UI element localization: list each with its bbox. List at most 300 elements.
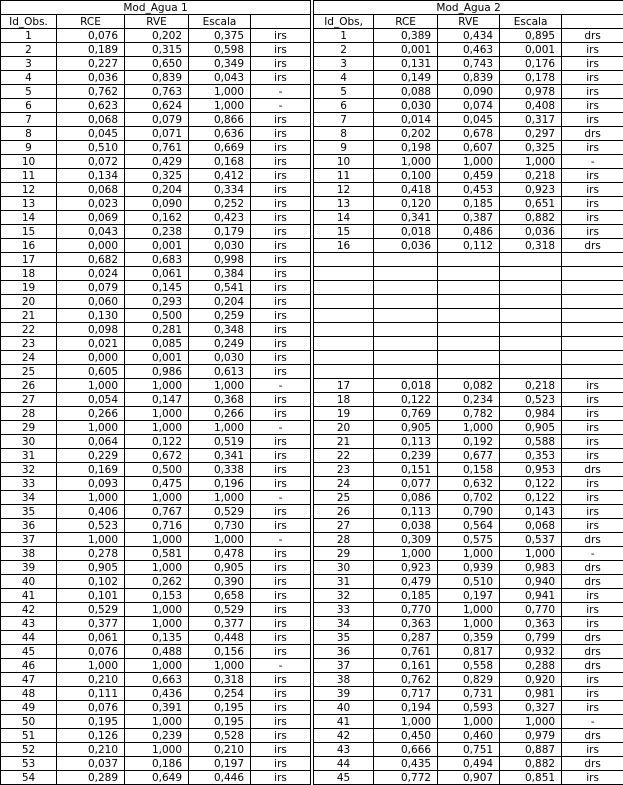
cell-right-escala: 0,176 [500, 57, 562, 71]
cell-right-rve: 0,185 [438, 197, 500, 211]
cell-left-rce: 0,061 [57, 631, 125, 645]
cell-right-id: 28 [314, 533, 374, 547]
cell-right-escala: 1,000 [500, 715, 562, 729]
cell-right-rce: 0,717 [374, 687, 438, 701]
cell-right-rce: 0,086 [374, 491, 438, 505]
cell-right-rce: 0,036 [374, 239, 438, 253]
table-row [1, 309, 623, 323]
cell-left-rce: 0,098 [57, 323, 125, 337]
cell-right-rce: 0,185 [374, 589, 438, 603]
table-row [1, 757, 623, 771]
cell-right-escala: 0,978 [500, 85, 562, 99]
cell-right-rce: 0,030 [374, 99, 438, 113]
cell-left-rve: 0,581 [125, 547, 189, 561]
table-row [1, 393, 623, 407]
cell-left-escala: 0,195 [189, 715, 251, 729]
cell-left-id: 22 [1, 323, 57, 337]
cell-right-id: 3 [314, 57, 374, 71]
empty-cell [500, 309, 562, 323]
cell-right-rce: 0,198 [374, 141, 438, 155]
cell-right-escala: 0,920 [500, 673, 562, 687]
cell-right-type: drs [562, 127, 623, 141]
cell-right-type: drs [562, 239, 623, 253]
cell-right-rce: 0,772 [374, 771, 438, 785]
header-type-left [251, 15, 311, 29]
cell-right-rce: 0,769 [374, 407, 438, 421]
cell-left-rve: 1,000 [125, 743, 189, 757]
cell-right-id: 19 [314, 407, 374, 421]
cell-left-type: irs [251, 29, 311, 43]
cell-right-rve: 0,453 [438, 183, 500, 197]
table-row [1, 589, 623, 603]
table-row [1, 113, 623, 127]
cell-left-rce: 0,054 [57, 393, 125, 407]
table-row [1, 267, 623, 281]
cell-right-escala: 0,297 [500, 127, 562, 141]
empty-cell [438, 309, 500, 323]
cell-left-rce: 0,134 [57, 169, 125, 183]
cell-left-rce: 0,000 [57, 239, 125, 253]
cell-left-type: irs [251, 729, 311, 743]
cell-right-rve: 0,839 [438, 71, 500, 85]
cell-left-rve: 0,061 [125, 267, 189, 281]
cell-left-id: 46 [1, 659, 57, 673]
cell-left-id: 12 [1, 183, 57, 197]
cell-right-id: 5 [314, 85, 374, 99]
cell-left-type: irs [251, 589, 311, 603]
cell-left-rce: 0,130 [57, 309, 125, 323]
table-row [1, 729, 623, 743]
cell-left-rce: 0,076 [57, 29, 125, 43]
cell-left-escala: 0,998 [189, 253, 251, 267]
cell-left-type: irs [251, 673, 311, 687]
cell-right-rve: 0,731 [438, 687, 500, 701]
cell-left-rve: 0,162 [125, 211, 189, 225]
cell-right-id: 8 [314, 127, 374, 141]
cell-left-escala: 0,448 [189, 631, 251, 645]
cell-left-rve: 0,001 [125, 351, 189, 365]
cell-right-escala: 0,851 [500, 771, 562, 785]
cell-right-rve: 0,564 [438, 519, 500, 533]
cell-left-type: irs [251, 463, 311, 477]
cell-right-type: irs [562, 701, 623, 715]
table-row [1, 407, 623, 421]
cell-right-id: 34 [314, 617, 374, 631]
cell-right-rve: 0,234 [438, 393, 500, 407]
cell-right-rce: 0,363 [374, 617, 438, 631]
cell-right-id: 6 [314, 99, 374, 113]
cell-right-escala: 0,178 [500, 71, 562, 85]
cell-right-type: irs [562, 57, 623, 71]
cell-right-rve: 0,782 [438, 407, 500, 421]
empty-cell [314, 253, 374, 267]
cell-left-escala: 0,338 [189, 463, 251, 477]
cell-left-escala: 1,000 [189, 85, 251, 99]
cell-left-type: irs [251, 43, 311, 57]
cell-left-rce: 0,266 [57, 407, 125, 421]
cell-right-id: 20 [314, 421, 374, 435]
cell-right-type: irs [562, 197, 623, 211]
cell-left-id: 54 [1, 771, 57, 785]
cell-left-rve: 0,624 [125, 99, 189, 113]
empty-cell [314, 309, 374, 323]
cell-left-rce: 0,068 [57, 113, 125, 127]
cell-left-escala: 0,412 [189, 169, 251, 183]
cell-right-rce: 0,761 [374, 645, 438, 659]
cell-left-rve: 0,001 [125, 239, 189, 253]
cell-right-rve: 0,459 [438, 169, 500, 183]
cell-left-rve: 0,079 [125, 113, 189, 127]
cell-right-rce: 0,905 [374, 421, 438, 435]
cell-right-type: drs [562, 463, 623, 477]
cell-left-id: 35 [1, 505, 57, 519]
cell-right-escala: 0,353 [500, 449, 562, 463]
cell-right-escala: 0,325 [500, 141, 562, 155]
table-row [1, 659, 623, 673]
cell-right-rve: 0,359 [438, 631, 500, 645]
table-row [1, 631, 623, 645]
cell-left-type: irs [251, 435, 311, 449]
table-row [1, 519, 623, 533]
cell-left-type: - [251, 533, 311, 547]
cell-left-type: irs [251, 323, 311, 337]
cell-right-rve: 0,045 [438, 113, 500, 127]
cell-left-escala: 0,168 [189, 155, 251, 169]
cell-right-rce: 0,018 [374, 225, 438, 239]
cell-right-rce: 0,341 [374, 211, 438, 225]
cell-left-id: 48 [1, 687, 57, 701]
cell-left-type: irs [251, 771, 311, 785]
cell-left-rve: 0,135 [125, 631, 189, 645]
cell-right-escala: 0,122 [500, 477, 562, 491]
cell-right-rve: 0,743 [438, 57, 500, 71]
cell-left-type: irs [251, 211, 311, 225]
table-row [1, 743, 623, 757]
cell-right-rve: 0,829 [438, 673, 500, 687]
cell-left-type: irs [251, 477, 311, 491]
cell-right-rce: 0,161 [374, 659, 438, 673]
table-row [1, 295, 623, 309]
cell-right-id: 15 [314, 225, 374, 239]
cell-right-rce: 0,149 [374, 71, 438, 85]
cell-right-escala: 0,317 [500, 113, 562, 127]
cell-left-rce: 0,762 [57, 85, 125, 99]
cell-right-type: irs [562, 393, 623, 407]
cell-right-type: drs [562, 575, 623, 589]
table-row [1, 379, 623, 393]
empty-cell [438, 323, 500, 337]
cell-left-escala: 0,866 [189, 113, 251, 127]
empty-cell [500, 351, 562, 365]
empty-cell [374, 295, 438, 309]
cell-left-escala: 0,658 [189, 589, 251, 603]
cell-left-type: - [251, 85, 311, 99]
empty-cell [562, 267, 623, 281]
empty-cell [562, 365, 623, 379]
cell-left-rce: 0,076 [57, 701, 125, 715]
table-row [1, 449, 623, 463]
cell-right-type: irs [562, 617, 623, 631]
cell-right-type: irs [562, 71, 623, 85]
cell-left-id: 39 [1, 561, 57, 575]
cell-right-rve: 0,632 [438, 477, 500, 491]
empty-cell [562, 337, 623, 351]
cell-left-rce: 0,045 [57, 127, 125, 141]
cell-right-rve: 0,158 [438, 463, 500, 477]
cell-right-id: 11 [314, 169, 374, 183]
cell-left-rce: 0,111 [57, 687, 125, 701]
cell-left-escala: 0,377 [189, 617, 251, 631]
cell-right-escala: 0,218 [500, 379, 562, 393]
cell-left-id: 42 [1, 603, 57, 617]
cell-left-type: irs [251, 561, 311, 575]
cell-left-id: 3 [1, 57, 57, 71]
cell-left-id: 23 [1, 337, 57, 351]
cell-left-type: irs [251, 365, 311, 379]
cell-right-type: drs [562, 659, 623, 673]
cell-left-rve: 0,204 [125, 183, 189, 197]
empty-cell [500, 365, 562, 379]
empty-cell [562, 323, 623, 337]
cell-left-type: - [251, 659, 311, 673]
cell-right-rve: 0,197 [438, 589, 500, 603]
cell-left-escala: 0,541 [189, 281, 251, 295]
cell-left-rve: 0,085 [125, 337, 189, 351]
cell-left-rce: 1,000 [57, 659, 125, 673]
cell-left-rve: 0,683 [125, 253, 189, 267]
cell-left-id: 52 [1, 743, 57, 757]
cell-right-rve: 0,463 [438, 43, 500, 57]
cell-right-rce: 0,202 [374, 127, 438, 141]
cell-left-type: irs [251, 757, 311, 771]
empty-cell [500, 281, 562, 295]
table-row [1, 281, 623, 295]
cell-right-rve: 0,486 [438, 225, 500, 239]
cell-left-type: irs [251, 127, 311, 141]
cell-right-escala: 0,318 [500, 239, 562, 253]
cell-right-escala: 0,523 [500, 393, 562, 407]
cell-left-type: irs [251, 603, 311, 617]
empty-cell [438, 281, 500, 295]
cell-left-id: 33 [1, 477, 57, 491]
cell-right-escala: 0,799 [500, 631, 562, 645]
cell-right-id: 41 [314, 715, 374, 729]
cell-left-rce: 0,195 [57, 715, 125, 729]
cell-left-type: - [251, 99, 311, 113]
cell-right-rce: 0,762 [374, 673, 438, 687]
cell-right-id: 38 [314, 673, 374, 687]
cell-left-escala: 0,446 [189, 771, 251, 785]
cell-right-rve: 0,790 [438, 505, 500, 519]
empty-cell [438, 253, 500, 267]
cell-right-id: 39 [314, 687, 374, 701]
cell-right-id: 2 [314, 43, 374, 57]
cell-right-type: irs [562, 379, 623, 393]
cell-right-type: drs [562, 533, 623, 547]
cell-left-rve: 0,649 [125, 771, 189, 785]
empty-cell [500, 295, 562, 309]
cell-right-rve: 0,593 [438, 701, 500, 715]
cell-left-id: 7 [1, 113, 57, 127]
cell-right-escala: 0,408 [500, 99, 562, 113]
cell-right-escala: 0,122 [500, 491, 562, 505]
cell-left-escala: 0,252 [189, 197, 251, 211]
cell-right-rve: 0,907 [438, 771, 500, 785]
cell-left-id: 45 [1, 645, 57, 659]
table-row [1, 211, 623, 225]
table-row [1, 239, 623, 253]
cell-left-id: 50 [1, 715, 57, 729]
cell-right-type: drs [562, 729, 623, 743]
cell-left-rce: 0,529 [57, 603, 125, 617]
header-escala-left: Escala [189, 15, 251, 29]
cell-left-escala: 0,318 [189, 673, 251, 687]
table-row [1, 435, 623, 449]
cell-right-escala: 0,983 [500, 561, 562, 575]
cell-left-escala: 0,349 [189, 57, 251, 71]
cell-right-id: 33 [314, 603, 374, 617]
cell-right-id: 22 [314, 449, 374, 463]
cell-right-type: - [562, 155, 623, 169]
header-id-right: Id_Obs, [314, 15, 374, 29]
cell-left-id: 10 [1, 155, 57, 169]
cell-left-type: irs [251, 225, 311, 239]
table-row [1, 701, 623, 715]
cell-right-id: 31 [314, 575, 374, 589]
cell-right-rve: 1,000 [438, 155, 500, 169]
header-rve-right: RVE [438, 15, 500, 29]
cell-left-escala: 0,730 [189, 519, 251, 533]
cell-left-escala: 0,519 [189, 435, 251, 449]
cell-left-id: 43 [1, 617, 57, 631]
cell-right-id: 9 [314, 141, 374, 155]
cell-left-escala: 1,000 [189, 491, 251, 505]
cell-left-rve: 0,281 [125, 323, 189, 337]
cell-left-escala: 0,030 [189, 351, 251, 365]
cell-right-type: irs [562, 225, 623, 239]
cell-right-rce: 0,770 [374, 603, 438, 617]
cell-left-escala: 1,000 [189, 99, 251, 113]
cell-left-rce: 0,102 [57, 575, 125, 589]
cell-left-type: irs [251, 449, 311, 463]
cell-right-escala: 0,218 [500, 169, 562, 183]
cell-right-rve: 1,000 [438, 715, 500, 729]
cell-left-rce: 0,523 [57, 519, 125, 533]
cell-left-escala: 0,368 [189, 393, 251, 407]
cell-right-id: 27 [314, 519, 374, 533]
empty-cell [374, 253, 438, 267]
cell-right-escala: 0,288 [500, 659, 562, 673]
cell-left-id: 37 [1, 533, 57, 547]
cell-left-escala: 0,375 [189, 29, 251, 43]
cell-right-type: irs [562, 673, 623, 687]
cell-left-rce: 0,036 [57, 71, 125, 85]
table-row [1, 85, 623, 99]
cell-right-type: irs [562, 603, 623, 617]
cell-left-id: 31 [1, 449, 57, 463]
cell-left-escala: 1,000 [189, 533, 251, 547]
cell-left-escala: 0,598 [189, 43, 251, 57]
cell-left-rve: 0,262 [125, 575, 189, 589]
table-row [1, 771, 623, 785]
cell-left-escala: 0,529 [189, 505, 251, 519]
cell-right-rve: 0,387 [438, 211, 500, 225]
cell-left-id: 53 [1, 757, 57, 771]
cell-left-escala: 0,669 [189, 141, 251, 155]
table-row [1, 323, 623, 337]
cell-left-escala: 0,254 [189, 687, 251, 701]
cell-left-escala: 1,000 [189, 659, 251, 673]
cell-left-type: irs [251, 309, 311, 323]
cell-left-type: irs [251, 617, 311, 631]
cell-left-rce: 1,000 [57, 379, 125, 393]
cell-left-escala: 0,905 [189, 561, 251, 575]
cell-right-id: 7 [314, 113, 374, 127]
cell-right-id: 45 [314, 771, 374, 785]
header-rce-left: RCE [57, 15, 125, 29]
cell-left-type: irs [251, 267, 311, 281]
empty-cell [374, 267, 438, 281]
cell-left-rce: 0,210 [57, 743, 125, 757]
cell-right-escala: 0,981 [500, 687, 562, 701]
cell-left-escala: 0,341 [189, 449, 251, 463]
cell-right-type: irs [562, 435, 623, 449]
cell-right-id: 23 [314, 463, 374, 477]
cell-left-rve: 1,000 [125, 407, 189, 421]
cell-left-rce: 0,126 [57, 729, 125, 743]
cell-right-escala: 1,000 [500, 155, 562, 169]
empty-cell [438, 365, 500, 379]
cell-right-id: 24 [314, 477, 374, 491]
table-row [1, 29, 623, 43]
cell-left-escala: 0,390 [189, 575, 251, 589]
cell-right-rce: 0,077 [374, 477, 438, 491]
empty-cell [438, 337, 500, 351]
cell-right-type: drs [562, 645, 623, 659]
cell-right-type: drs [562, 631, 623, 645]
cell-left-rve: 0,488 [125, 645, 189, 659]
cell-left-rve: 0,147 [125, 393, 189, 407]
cell-left-escala: 0,613 [189, 365, 251, 379]
cell-right-escala: 0,770 [500, 603, 562, 617]
cell-right-escala: 0,588 [500, 435, 562, 449]
cell-right-type: irs [562, 477, 623, 491]
cell-left-type: - [251, 491, 311, 505]
cell-right-rve: 0,192 [438, 435, 500, 449]
cell-left-rce: 1,000 [57, 533, 125, 547]
cell-left-rce: 0,000 [57, 351, 125, 365]
cell-right-rce: 0,479 [374, 575, 438, 589]
cell-right-id: 30 [314, 561, 374, 575]
cell-left-type: irs [251, 701, 311, 715]
cell-left-type: irs [251, 113, 311, 127]
cell-left-rve: 0,761 [125, 141, 189, 155]
cell-left-id: 16 [1, 239, 57, 253]
cell-right-type: drs [562, 757, 623, 771]
cell-left-rve: 0,293 [125, 295, 189, 309]
empty-cell [374, 323, 438, 337]
cell-left-escala: 0,195 [189, 701, 251, 715]
cell-left-escala: 0,528 [189, 729, 251, 743]
cell-right-rce: 0,120 [374, 197, 438, 211]
cell-left-escala: 0,636 [189, 127, 251, 141]
table-row [1, 491, 623, 505]
cell-left-rce: 0,023 [57, 197, 125, 211]
cell-right-escala: 0,905 [500, 421, 562, 435]
cell-right-escala: 0,887 [500, 743, 562, 757]
empty-cell [314, 295, 374, 309]
cell-left-id: 24 [1, 351, 57, 365]
